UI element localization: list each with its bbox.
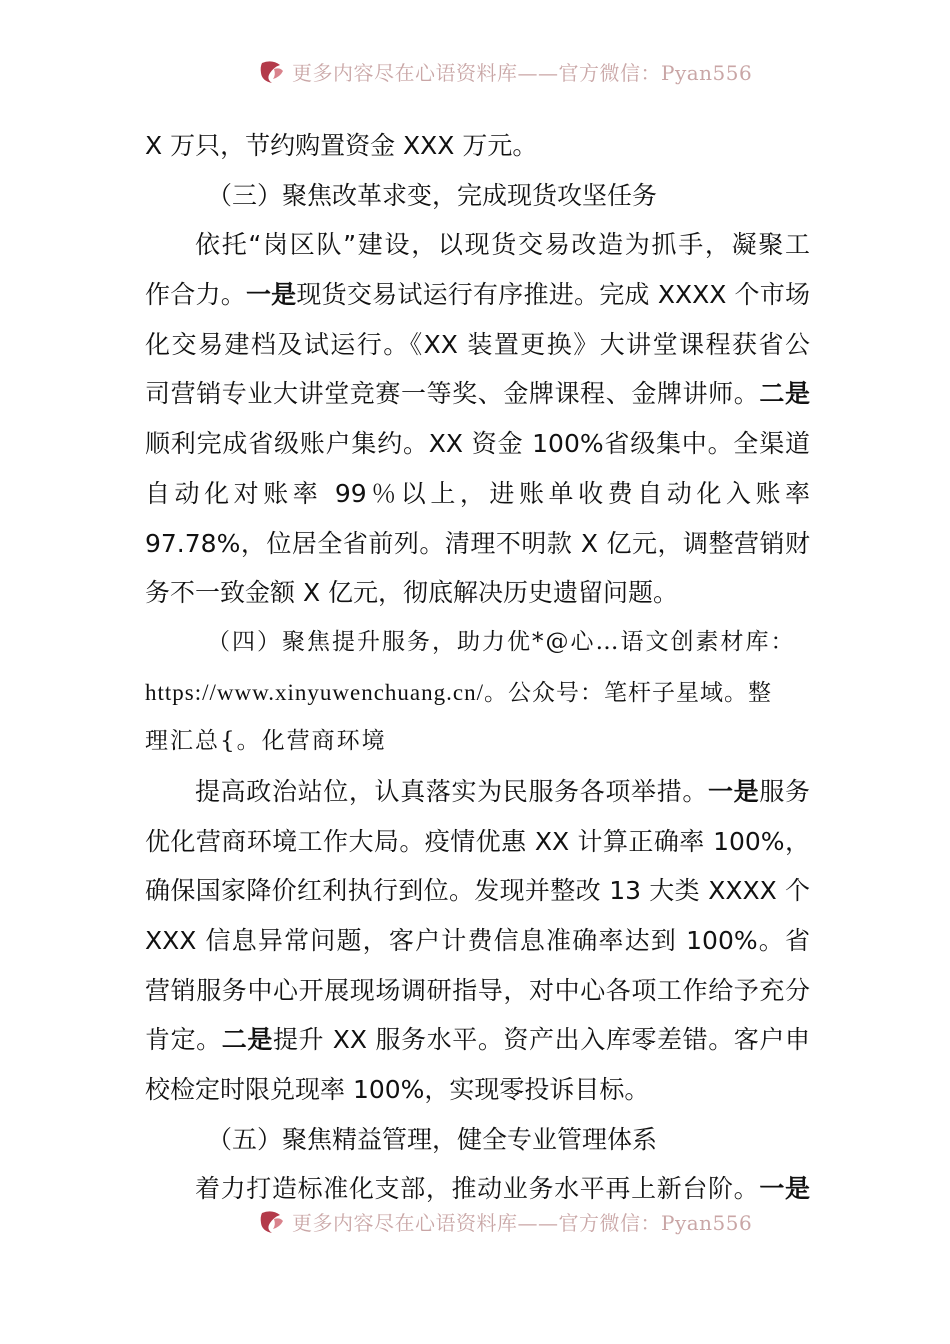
text-line: 理汇总{。化营商环境 [145, 728, 387, 755]
section-heading-4: （四）聚焦提升服务，助力优*@心…语文创素材库： [207, 628, 796, 655]
text-line: 营销服务中心开展现场调研指导，对中心各项工作给予充分 [145, 975, 810, 1005]
text-line: XXX 信息异常问题，客户计费信息准确率达到 100%。省 [145, 926, 810, 955]
document-body [145, 121, 810, 1214]
text-span: 提高政治站位，认真落实为民服务各项举措。 [195, 776, 709, 806]
header-watermark [258, 56, 752, 86]
text-span: 作合力。 [145, 280, 246, 310]
footer-watermark [258, 1206, 752, 1236]
bold-marker: 二是 [759, 379, 810, 409]
text-line: X 万只，节约购置资金 XXX 万元。 [145, 131, 538, 160]
section-heading-3: （三）聚焦改革求变，完成现货攻坚任务 [207, 180, 658, 210]
section-heading-5: （五）聚焦精益管理，健全专业管理体系 [207, 1124, 658, 1154]
text-line: 顺利完成省级账户集约。XX 资金 100%省级集中。全渠道 [145, 429, 810, 459]
text-span: 提升 XX 服务水平。资产出入库零差错。客户申 [272, 1025, 810, 1055]
text-line [145, 369, 810, 419]
text-span: 司营销专业大讲堂竞赛一等奖、金牌课程、金牌讲师。 [145, 379, 760, 409]
bold-marker: 二是 [221, 1025, 273, 1055]
watermark-text: 更多内容尽在心语资料库——官方微信：Pyan556 [292, 1210, 753, 1235]
text-line [145, 1015, 810, 1065]
watermark-text: 更多内容尽在心语资料库——官方微信：Pyan556 [292, 60, 753, 85]
text-line: 确保国家降价红利执行到位。发现并整改 13 大类 XXXX 个 [145, 876, 810, 906]
text-line: 务不一致金额 X 亿元，彻底解决历史遗留问题。 [145, 578, 679, 608]
text-line [145, 767, 810, 817]
bold-marker: 一是 [759, 1174, 810, 1204]
text-line: 优化营商环境工作大局。疫情优惠 XX 计算正确率 100%， [145, 826, 810, 856]
text-line: 校检定时限兑现率 100%，实现零投诉目标。 [145, 1075, 650, 1105]
text-span: 现货交易试运行有序推进。完成 XXXX 个市场 [296, 280, 810, 310]
text-line [145, 270, 810, 320]
text-line: 化交易建档及试运行。《XX 装置更换》大讲堂课程获省公 [145, 329, 810, 359]
text-line: 依托“岗区队”建设，以现货交易改造为抓手，凝聚工 [195, 230, 810, 260]
text-line: 自动化对账率 99％以上，进账单收费自动化入账率 [145, 478, 810, 508]
text-span: 服务 [759, 776, 810, 806]
logo-icon [258, 1207, 286, 1235]
text-span: 着力打造标准化支部，推动业务水平再上新台阶。 [195, 1174, 760, 1204]
bold-marker: 一是 [245, 280, 297, 310]
text-line: https://www.xinyuwenchuang.cn/。公众号：笔杆子星域。整 [145, 679, 772, 705]
text-line: 97.78%，位居全省前列。清理不明款 X 亿元，调整营销财 [145, 528, 810, 558]
bold-marker: 一是 [708, 776, 760, 806]
text-span: 肯定。 [145, 1025, 222, 1055]
logo-icon [258, 57, 286, 85]
